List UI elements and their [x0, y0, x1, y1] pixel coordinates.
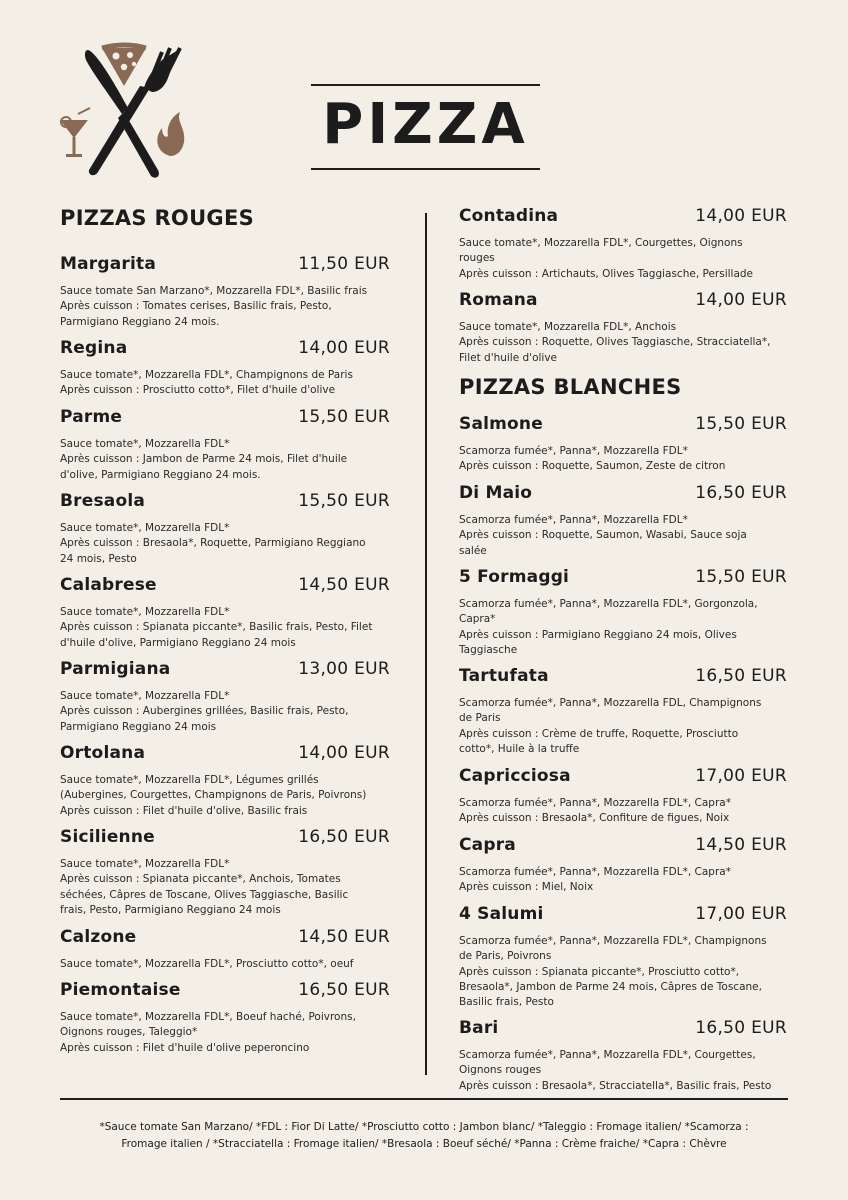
description-line: Après cuisson : Filet d'huile d'olive peperoncino [60, 1041, 310, 1054]
menu-item-header [459, 483, 787, 507]
menu-item [60, 254, 390, 330]
description-line: Après cuisson : Bresaola*, Stracciatella*, Basilic frais, Pesto [459, 1079, 772, 1092]
crossed-knife-fork-logo [58, 42, 188, 182]
menu-item-name: Ortolana [60, 743, 146, 763]
menu-item [60, 743, 390, 819]
menu-item-description [459, 236, 787, 282]
description-line: séchées, Câpres de Toscane, Olives Taggiasche, Basilic [60, 888, 349, 901]
menu-item-price: 14,50 EUR [298, 927, 390, 947]
menu-item-description [459, 865, 787, 896]
description-line: Après cuisson : Spianata piccante*, Basilic frais, Pesto, Filet [60, 621, 373, 634]
menu-item-description [459, 597, 787, 658]
menu-item [60, 407, 390, 483]
description-line: Après cuisson : Spianata piccante*, Prosciutto cotto*, [459, 965, 740, 978]
menu-item-name: Bari [459, 1018, 499, 1038]
menu-item [60, 338, 390, 399]
description-line: Scamorza fumée*, Panna*, Mozzarella FDL*, Courgettes, [459, 1049, 756, 1061]
description-line: de Paris, Poivrons [459, 950, 552, 963]
column-divider [425, 213, 427, 1075]
description-line: Sauce tomate*, Mozzarella FDL* [60, 606, 230, 618]
menu-item-price: 15,50 EUR [695, 567, 787, 587]
menu-item-header [60, 338, 390, 362]
menu-item-price: 14,00 EUR [695, 206, 787, 226]
description-line: Parmigiano Reggiano 24 mois [60, 720, 217, 733]
menu-item [60, 659, 390, 735]
menu-item-name: Margarita [60, 254, 157, 274]
menu-item [60, 827, 390, 918]
description-line: Après cuisson : Aubergines grillées, Basilic frais, Pesto, [60, 705, 349, 718]
description-line: Sauce tomate San Marzano*, Mozzarella FDL*, Basilic frais [60, 285, 368, 297]
menu-item-price: 14,50 EUR [298, 575, 390, 595]
menu-item-description [60, 605, 390, 651]
description-line: Après cuisson : Spianata piccante*, Anchois, Tomates [60, 873, 341, 886]
menu-item-description [459, 934, 787, 1010]
menu-item-price: 16,50 EUR [695, 1018, 787, 1038]
menu-item-name: Parmigiana [60, 659, 171, 679]
menu-item-description [459, 444, 787, 475]
menu-item-name: Bresaola [60, 491, 146, 511]
menu-item-header [60, 743, 390, 767]
menu-item-header [459, 835, 787, 859]
menu-item-header [60, 827, 390, 851]
menu-item-header [60, 927, 390, 951]
description-line: Après cuisson : Crème de truffe, Roquette, Prosciutto [459, 727, 739, 740]
menu-item-name: Capra [459, 835, 516, 855]
description-line: Sauce tomate*, Mozzarella FDL*, Légumes grillés [60, 774, 319, 786]
menu-item [459, 766, 787, 827]
section-title-rouges: PIZZAS ROUGES [60, 206, 255, 230]
menu-item [459, 835, 787, 896]
menu-item-header [459, 567, 787, 591]
description-line: Après cuisson : Roquette, Saumon, Zeste de citron [459, 460, 726, 473]
description-line: Sauce tomate*, Mozzarella FDL* [60, 858, 230, 870]
description-line: 24 mois, Pesto [60, 552, 137, 565]
description-line: Basilic frais, Pesto [459, 996, 554, 1009]
menu-item [459, 904, 787, 1010]
description-line: Après cuisson : Miel, Noix [459, 881, 594, 894]
description-line: Après cuisson : Tomates cerises, Basilic frais, Pesto, [60, 300, 332, 313]
menu-item [60, 980, 390, 1056]
description-line: Filet d'huile d'olive [459, 351, 558, 364]
menu-item-name: Contadina [459, 206, 559, 226]
menu-item-price: 14,50 EUR [695, 835, 787, 855]
menu-item-header [459, 206, 787, 230]
description-line: Après cuisson : Bresaola*, Confiture de figues, Noix [459, 812, 730, 825]
menu-item-header [60, 491, 390, 515]
menu-item-name: Sicilienne [60, 827, 155, 847]
menu-item-price: 11,50 EUR [298, 254, 390, 274]
menu-item-description [60, 689, 390, 735]
menu-item-name: 4 Salumi [459, 904, 544, 924]
menu-item-description [459, 513, 787, 559]
menu-item-price: 17,00 EUR [695, 904, 787, 924]
description-line: Sauce tomate*, Mozzarella FDL*, Boeuf haché, Poivrons, [60, 1011, 356, 1023]
menu-item-description [459, 1048, 787, 1094]
menu-item-price: 14,00 EUR [298, 338, 390, 358]
description-line: Scamorza fumée*, Panna*, Mozzarella FDL*, Gorgonzola, [459, 598, 758, 610]
menu-item-name: Salmone [459, 414, 543, 434]
menu-item-header [459, 904, 787, 928]
description-line: cotto*, Huile à la truffe [459, 742, 580, 755]
description-line: d'huile d'olive, Parmigiano Reggiano 24 mois [60, 636, 296, 649]
menu-item [459, 414, 787, 475]
menu-item-header [60, 407, 390, 431]
menu-item-price: 15,50 EUR [298, 491, 390, 511]
menu-item [60, 927, 390, 972]
section-title-blanches: PIZZAS BLANCHES [459, 375, 682, 399]
description-line: Capra* [459, 613, 496, 626]
menu-item-header [60, 254, 390, 278]
menu-item [459, 567, 787, 658]
menu-item [60, 575, 390, 651]
menu-item [60, 491, 390, 567]
menu-item [459, 483, 787, 559]
menu-item-header [60, 659, 390, 683]
cocktail-icon [60, 108, 90, 157]
menu-item-price: 15,50 EUR [298, 407, 390, 427]
footer-divider [60, 1098, 788, 1100]
menu-item-name: Calzone [60, 927, 137, 947]
menu-item-description [60, 1010, 390, 1056]
menu-item-header [459, 414, 787, 438]
menu-item-price: 14,00 EUR [298, 743, 390, 763]
description-line: frais, Pesto, Parmigiano Reggiano 24 mois [60, 903, 281, 916]
description-line: Après cuisson : Prosciutto cotto*, Filet d'huile d'olive [60, 384, 336, 397]
description-line: Taggiasche [459, 643, 518, 656]
menu-item-header [60, 575, 390, 599]
menu-item-price: 16,50 EUR [695, 666, 787, 686]
menu-item-description [60, 773, 390, 819]
menu-item-price: 17,00 EUR [695, 766, 787, 786]
menu-item-description [459, 796, 787, 827]
footnote-line-2: Fromage italien / *Stracciatella : Fromage italien/ *Bresaola : Boeuf séché/ *Panna : Crème fraiche/ *Capra : Chèvre [121, 1138, 727, 1150]
menu-item-name: Piemontaise [60, 980, 181, 1000]
description-line: Après cuisson : Jambon de Parme 24 mois, Filet d'huile [60, 453, 348, 466]
menu-item-description [459, 320, 787, 366]
menu-item-price: 15,50 EUR [695, 414, 787, 434]
menu-item [459, 1018, 787, 1094]
description-line: Après cuisson : Roquette, Saumon, Wasabi, Sauce soja [459, 529, 747, 542]
description-line: Après cuisson : Filet d'huile d'olive, Basilic frais [60, 804, 308, 817]
footnote-line-1: *Sauce tomate San Marzano/ *FDL : Fior Di Latte/ *Prosciutto cotto : Jambon blanc/ *Taleggio : Fromage italien/ *Scamorza : [99, 1121, 749, 1133]
menu-item-description [60, 957, 390, 972]
description-line: salée [459, 544, 487, 557]
description-line: d'olive, Parmigiano Reggiano 24 mois. [60, 468, 261, 481]
menu-item-description [60, 368, 390, 399]
menu-item-price: 16,50 EUR [695, 483, 787, 503]
menu-item-price: 16,50 EUR [298, 980, 390, 1000]
description-line: Sauce tomate*, Mozzarella FDL*, Courgettes, Oignons [459, 237, 743, 249]
description-line: Parmigiano Reggiano 24 mois. [60, 315, 220, 328]
menu-item [459, 290, 787, 366]
menu-item-description [60, 437, 390, 483]
menu-item-name: 5 Formaggi [459, 567, 570, 587]
description-line: Oignons rouges [459, 1064, 542, 1077]
description-line: rouges [459, 252, 495, 265]
menu-item [459, 666, 787, 757]
menu-item-price: 16,50 EUR [298, 827, 390, 847]
description-line: Scamorza fumée*, Panna*, Mozzarella FDL* [459, 445, 688, 457]
menu-item-name: Parme [60, 407, 123, 427]
description-line: Sauce tomate*, Mozzarella FDL*, Anchois [459, 321, 677, 333]
description-line: Oignons rouges, Taleggio* [60, 1026, 198, 1039]
menu-item-description [459, 696, 787, 757]
description-line: Après cuisson : Artichauts, Olives Taggiasche, Persillade [459, 267, 754, 280]
menu-item-name: Regina [60, 338, 128, 358]
description-line: Après cuisson : Roquette, Olives Taggiasche, Stracciatella*, [459, 336, 771, 349]
menu-item-name: Calabrese [60, 575, 157, 595]
menu-item-header [60, 980, 390, 1004]
footnote [70, 1119, 778, 1153]
menu-item-price: 14,00 EUR [695, 290, 787, 310]
menu-item-header [459, 766, 787, 790]
description-line: Après cuisson : Bresaola*, Roquette, Parmigiano Reggiano [60, 537, 366, 550]
menu-item [459, 206, 787, 282]
description-line: Scamorza fumée*, Panna*, Mozzarella FDL* [459, 514, 688, 526]
description-line: (Aubergines, Courgettes, Champignons de Paris, Poivrons) [60, 789, 367, 802]
menu-item-description [60, 857, 390, 918]
description-line: Après cuisson : Parmigiano Reggiano 24 mois, Olives [459, 628, 737, 641]
flame-icon [157, 112, 184, 156]
description-line: Scamorza fumée*, Panna*, Mozzarella FDL*, Capra* [459, 797, 731, 809]
title-frame [311, 84, 540, 170]
description-line: Sauce tomate*, Mozzarella FDL* [60, 522, 230, 534]
description-line: Scamorza fumée*, Panna*, Mozzarella FDL, Champignons [459, 697, 762, 709]
menu-item-price: 13,00 EUR [298, 659, 390, 679]
description-line: de Paris [459, 712, 501, 725]
menu-item-description [60, 284, 390, 330]
description-line: Sauce tomate*, Mozzarella FDL*, Prosciutto cotto*, oeuf [60, 958, 354, 970]
description-line: Scamorza fumée*, Panna*, Mozzarella FDL*, Champignons [459, 935, 767, 947]
menu-item-name: Romana [459, 290, 538, 310]
menu-item-name: Di Maio [459, 483, 533, 503]
menu-item-header [459, 1018, 787, 1042]
page-title: PIZZA [322, 92, 529, 157]
description-line: Scamorza fumée*, Panna*, Mozzarella FDL*, Capra* [459, 866, 731, 878]
description-line: Sauce tomate*, Mozzarella FDL* [60, 438, 230, 450]
menu-item-name: Tartufata [459, 666, 549, 686]
menu-item-name: Capricciosa [459, 766, 571, 786]
menu-item-header [459, 290, 787, 314]
description-line: Bresaola*, Jambon de Parme 24 mois, Câpres de Toscane, [459, 980, 762, 993]
description-line: Sauce tomate*, Mozzarella FDL*, Champignons de Paris [60, 369, 353, 381]
menu-item-header [459, 666, 787, 690]
menu-item-description [60, 521, 390, 567]
description-line: Sauce tomate*, Mozzarella FDL* [60, 690, 230, 702]
